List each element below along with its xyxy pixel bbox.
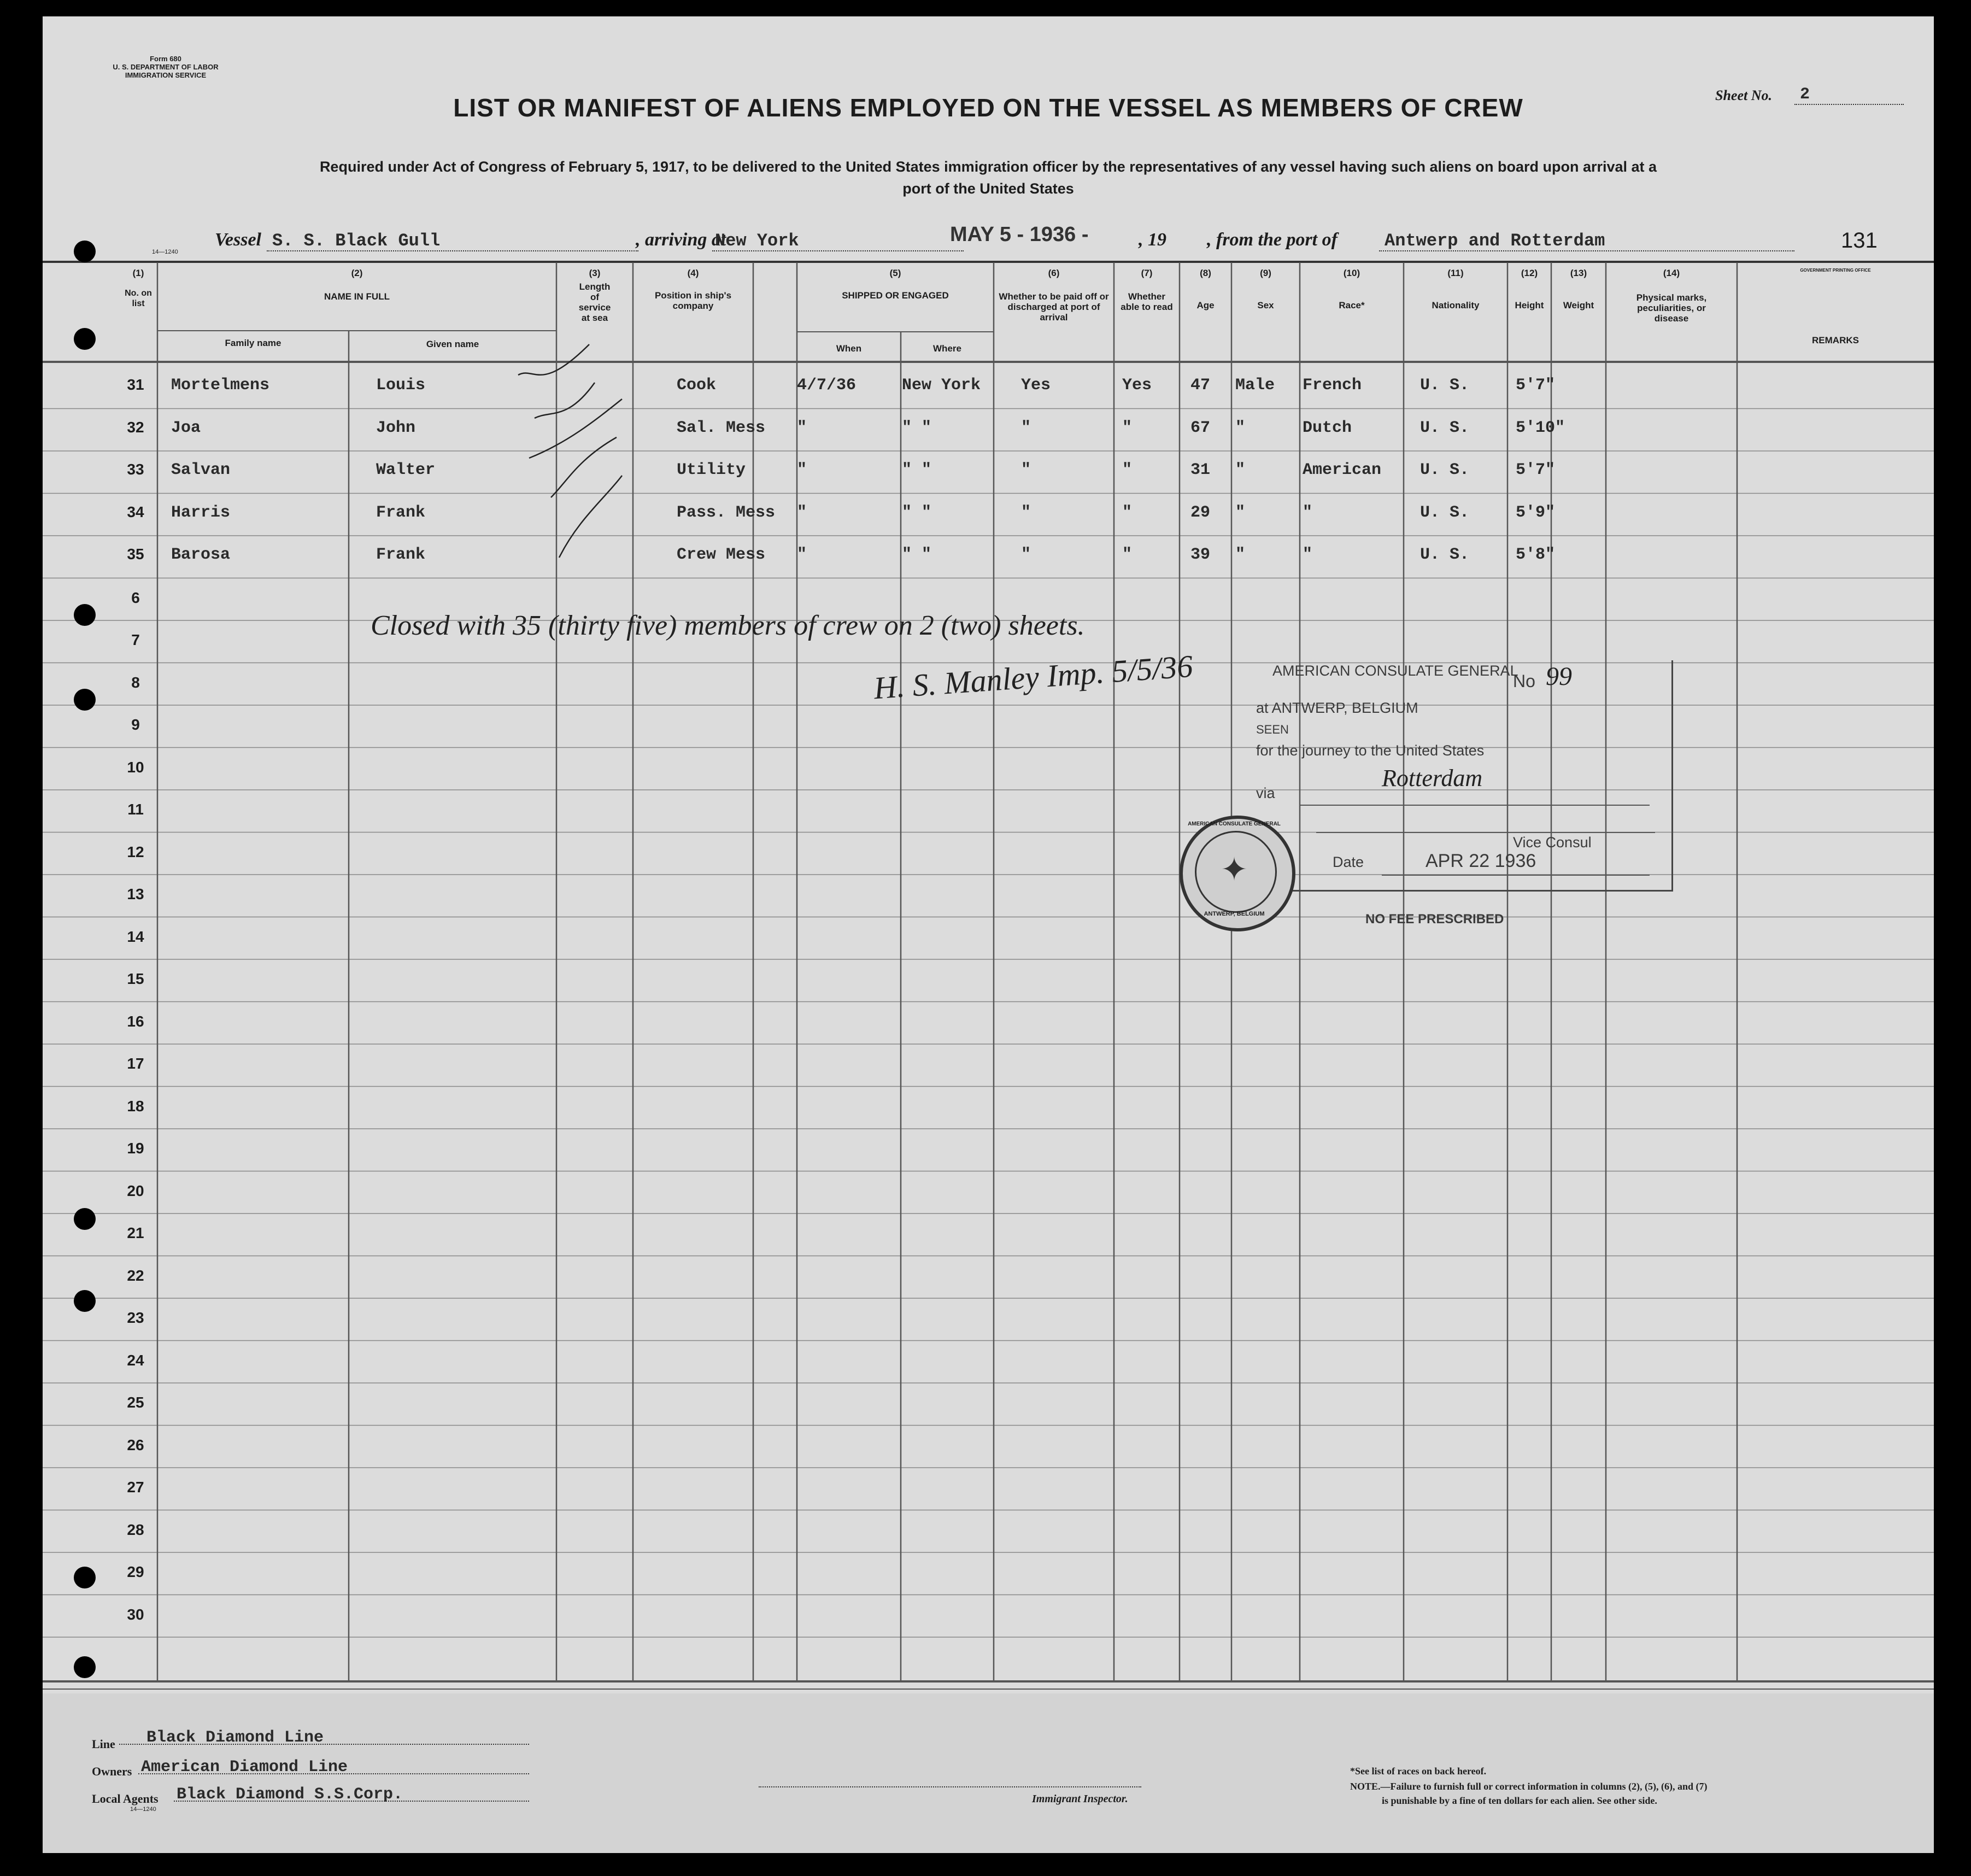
binder-hole — [74, 328, 96, 350]
closing-note: Closed with 35 (thirty five) members of crew on 2 (two) sheets. — [371, 610, 1085, 641]
crew-sex: " — [1235, 461, 1246, 479]
form-number: Form 680 — [150, 55, 181, 63]
binder-hole — [74, 1290, 96, 1312]
no-fee-note: NO FEE PRESCRIBED — [1365, 912, 1504, 927]
crew-age: 47 — [1190, 376, 1211, 395]
binder-hole — [74, 1567, 96, 1588]
crew-family: Joa — [171, 418, 201, 437]
crew-height: 5'8" — [1516, 546, 1556, 564]
crew-where: " " — [902, 503, 932, 522]
col9-number: (9) — [1260, 268, 1271, 278]
consul-title: Vice Consul — [1513, 834, 1592, 851]
agents-underline — [174, 1801, 529, 1802]
col4-label: Position in ship's company — [654, 290, 732, 311]
year-label: , 19 — [1139, 230, 1166, 250]
crew-paid: " — [1021, 546, 1031, 564]
crew-family: Harris — [171, 503, 231, 522]
col2-number: (2) — [351, 268, 363, 278]
crew-family: Mortelmens — [171, 376, 270, 395]
crew-sex: Male — [1235, 376, 1275, 395]
row-number: 29 — [127, 1563, 144, 1580]
crew-paid: Yes — [1021, 376, 1051, 395]
consulate-journey: for the journey to the United States — [1256, 742, 1485, 759]
sheet-number-label: Sheet No. — [1715, 87, 1772, 103]
row-number: 20 — [127, 1182, 144, 1199]
row-number: 11 — [127, 801, 144, 818]
crew-position: Sal. Mess — [677, 418, 766, 437]
crew-read: " — [1122, 546, 1133, 564]
crew-given: Frank — [376, 546, 426, 564]
sheet-number-value: 2 — [1800, 85, 1810, 104]
col14-number: (14) — [1663, 268, 1680, 278]
row-number: 6 — [131, 589, 140, 606]
crew-when: " — [797, 418, 807, 437]
crew-no: 34 — [127, 503, 144, 520]
consulate-seal — [1180, 816, 1295, 931]
arriving-label: , arriving at — [636, 230, 726, 250]
col1-label: No. on list — [125, 289, 152, 308]
col14-label: Physical marks, peculiarities, or disease — [1636, 292, 1707, 324]
col11-label: Nationality — [1432, 300, 1480, 310]
row-number: 28 — [127, 1521, 144, 1538]
crew-no: 35 — [127, 546, 144, 562]
col8-label: Age — [1196, 300, 1215, 310]
crew-race: " — [1303, 546, 1313, 564]
col5-header — [797, 268, 994, 301]
consulate-stamp-title: AMERICAN CONSULATE GENERAL — [1272, 663, 1518, 679]
col5-label: SHIPPED OR ENGAGED — [842, 290, 949, 301]
crew-where: " " — [902, 546, 932, 564]
crew-position: Utility — [677, 461, 746, 479]
crew-family: Barosa — [171, 546, 231, 564]
crew-age: 31 — [1190, 461, 1211, 479]
col3-header — [556, 268, 633, 323]
crew-no: 32 — [127, 418, 144, 436]
row-number: 17 — [127, 1055, 144, 1072]
row-number: 21 — [127, 1224, 144, 1241]
crew-age: 39 — [1190, 546, 1211, 564]
col10-label: Race* — [1339, 300, 1365, 310]
row-number: 13 — [127, 886, 144, 902]
row-number: 16 — [127, 1012, 144, 1030]
col8-header — [1180, 268, 1231, 310]
crew-race: " — [1303, 503, 1313, 522]
crew-age: 29 — [1190, 503, 1211, 522]
col1-header — [119, 268, 157, 309]
col2-header — [157, 268, 556, 302]
crew-age: 67 — [1190, 418, 1211, 437]
crew-family: Salvan — [171, 461, 231, 479]
col6-number: (6) — [1048, 268, 1060, 278]
crew-when: 4/7/36 — [797, 376, 857, 395]
vessel-value: S. S. Black Gull — [272, 231, 441, 251]
col11-number: (11) — [1447, 268, 1464, 278]
crew-when: " — [797, 503, 807, 522]
agents-value: Black Diamond S.S.Corp. — [177, 1785, 403, 1804]
row-number: 23 — [127, 1309, 144, 1326]
row-number: 14 — [127, 928, 144, 945]
binder-hole — [74, 689, 96, 711]
crew-where: " " — [902, 418, 932, 437]
row-number: 7 — [131, 631, 140, 648]
crew-given: John — [376, 418, 416, 437]
consul-signature-line — [1316, 832, 1655, 833]
row-number: 8 — [131, 673, 140, 691]
crew-paid: " — [1021, 503, 1031, 522]
consulate-via-label: via — [1256, 785, 1275, 801]
row-number: 18 — [127, 1097, 144, 1115]
col13-header — [1551, 268, 1606, 310]
consulate-seen: SEEN — [1256, 723, 1289, 736]
col15-top-text: GOVERNMENT PRINTING OFFICE — [1800, 268, 1871, 273]
manifest-sheet — [43, 16, 1934, 1853]
print-code-top: 14—1240 — [152, 249, 178, 255]
eagle-icon: ✦ — [1220, 852, 1248, 888]
crew-read: " — [1122, 503, 1133, 522]
consulate-location: at ANTWERP, BELGIUM — [1256, 700, 1418, 716]
crew-race: Dutch — [1303, 418, 1352, 437]
owners-underline — [138, 1773, 529, 1774]
owners-value: American Diamond Line — [141, 1758, 348, 1777]
col11-header — [1404, 268, 1507, 310]
seal-top-text: AMERICAN CONSULATE GENERAL — [1188, 821, 1281, 827]
row-number: 30 — [127, 1605, 144, 1623]
col8-number: (8) — [1200, 268, 1211, 278]
penalty-note-2: is punishable by a fine of ten dollars for each alien. See other side. — [1382, 1795, 1657, 1806]
crew-nat: U. S. — [1420, 546, 1470, 564]
col2b-header: Given name — [426, 339, 479, 349]
seal-bottom-text: ANTWERP, BELGIUM — [1204, 911, 1265, 917]
crew-given: Frank — [376, 503, 426, 522]
crew-nat: U. S. — [1420, 461, 1470, 479]
service-name: IMMIGRATION SERVICE — [125, 71, 207, 79]
crew-given: Walter — [376, 461, 436, 479]
col7-number: (7) — [1141, 268, 1153, 278]
col2-label: NAME IN FULL — [324, 291, 390, 302]
col13-label: Weight — [1563, 300, 1594, 310]
races-note: *See list of races on back hereof. — [1350, 1766, 1487, 1777]
binder-hole — [74, 241, 96, 262]
row-number: 19 — [127, 1140, 144, 1157]
crew-read: " — [1122, 461, 1133, 479]
crew-paid: " — [1021, 418, 1031, 437]
binder-hole — [74, 1656, 96, 1678]
consulate-date-value: APR 22 1936 — [1426, 851, 1536, 871]
crew-nat: U. S. — [1420, 503, 1470, 522]
col4-number: (4) — [687, 268, 699, 278]
crew-sex: " — [1235, 503, 1246, 522]
col7-label: Whether able to read — [1121, 291, 1173, 312]
crew-race: American — [1303, 461, 1382, 479]
crew-no: 33 — [127, 461, 144, 478]
crew-when: " — [797, 546, 807, 564]
line-value: Black Diamond Line — [146, 1728, 324, 1747]
crew-nat: U. S. — [1420, 418, 1470, 437]
row-number: 24 — [127, 1351, 144, 1369]
col1-number: (1) — [132, 268, 144, 278]
consulate-via-value: Rotterdam — [1382, 765, 1483, 792]
inspector-signature: H. S. Manley Imp. 5/5/36 — [872, 648, 1194, 706]
crew-read: " — [1122, 418, 1133, 437]
crew-where: New York — [902, 376, 981, 395]
crew-race: French — [1303, 376, 1362, 395]
col10-header — [1300, 268, 1404, 310]
col5b-header: Where — [933, 343, 961, 354]
col9-label: Sex — [1257, 300, 1274, 310]
row-number: 10 — [127, 758, 144, 776]
col14-header — [1606, 268, 1737, 324]
line-label: Line — [92, 1737, 115, 1751]
arriving-value: New York — [715, 231, 799, 251]
date-underline — [1382, 875, 1650, 876]
crew-where: " " — [902, 461, 932, 479]
from-port-label: , from the port of — [1207, 230, 1338, 250]
col4-header — [633, 268, 753, 311]
binder-hole — [74, 604, 96, 626]
subtitle-line-2: port of the United States — [902, 180, 1074, 197]
col10-number: (10) — [1343, 268, 1360, 278]
crew-given: Louis — [376, 376, 426, 395]
crew-sex: " — [1235, 418, 1246, 437]
col15-header: REMARKS — [1812, 335, 1859, 345]
crew-height: 5'9" — [1516, 503, 1556, 522]
col6-label: Whether to be paid off or discharged at port of arrival — [999, 291, 1109, 323]
crew-no: 31 — [127, 376, 144, 393]
crew-sex: " — [1235, 546, 1246, 564]
col2a-header: Family name — [225, 338, 281, 348]
row-number: 12 — [127, 843, 144, 860]
subtitle-line-1: Required under Act of Congress of February 5, 1917, to be delivered to the United States immigration officer by the representatives of any vessel having such aliens on board upon arrival at a — [319, 159, 1657, 175]
inspector-label: Immigrant Inspector. — [1032, 1793, 1128, 1805]
col9-header — [1231, 268, 1300, 310]
col13-number: (13) — [1570, 268, 1587, 278]
crew-height: 5'7" — [1516, 461, 1556, 479]
print-code-bottom: 14—1240 — [130, 1806, 156, 1813]
row-number: 15 — [127, 970, 144, 987]
consulate-number-value: 99 — [1546, 662, 1572, 691]
col5a-header: When — [836, 343, 862, 354]
inspector-signature-line — [759, 1786, 1141, 1787]
col3-number: (3) — [589, 268, 601, 278]
crew-position: Crew Mess — [677, 546, 766, 564]
row-number: 25 — [127, 1394, 144, 1411]
page-number: 131 — [1841, 228, 1878, 253]
vessel-label: Vessel — [215, 230, 261, 250]
line-underline — [119, 1744, 529, 1745]
col3-label: Length of service at sea — [578, 282, 611, 323]
row-number: 27 — [127, 1479, 144, 1496]
department-name: U. S. DEPARTMENT OF LABOR — [113, 63, 219, 71]
consulate-date-label: Date — [1333, 854, 1364, 870]
penalty-note-1: NOTE.—Failure to furnish full or correct information in columns (2), (5), (6), and (7) — [1350, 1781, 1708, 1792]
crew-position: Pass. Mess — [677, 503, 776, 522]
col12-number: (12) — [1521, 268, 1538, 278]
col12-header — [1507, 268, 1551, 310]
col7-header — [1114, 268, 1180, 312]
col12-label: Height — [1515, 300, 1544, 310]
agents-label: Local Agents — [92, 1792, 159, 1805]
binder-hole — [74, 1208, 96, 1230]
owners-label: Owners — [92, 1764, 132, 1778]
crew-height: 5'7" — [1516, 376, 1556, 395]
col5-number: (5) — [889, 268, 901, 278]
crew-read: Yes — [1122, 376, 1152, 395]
crew-position: Cook — [677, 376, 717, 395]
consulate-number-label: No — [1513, 671, 1535, 691]
crew-paid: " — [1021, 461, 1031, 479]
document-title: LIST OR MANIFEST OF ALIENS EMPLOYED ON THE VESSEL AS MEMBERS OF CREW — [453, 93, 1523, 122]
consulate-stamp — [1251, 660, 1673, 892]
from-port-value: Antwerp and Rotterdam — [1385, 231, 1605, 251]
crew-when: " — [797, 461, 807, 479]
via-underline — [1300, 805, 1650, 806]
crew-height: 5'10" — [1516, 418, 1565, 437]
row-number: 9 — [131, 716, 140, 733]
arrival-date-stamp: MAY 5 - 1936 - — [950, 223, 1089, 246]
row-number: 26 — [127, 1436, 144, 1453]
crew-nat: U. S. — [1420, 376, 1470, 395]
col6-header — [994, 268, 1114, 323]
row-number: 22 — [127, 1267, 144, 1284]
